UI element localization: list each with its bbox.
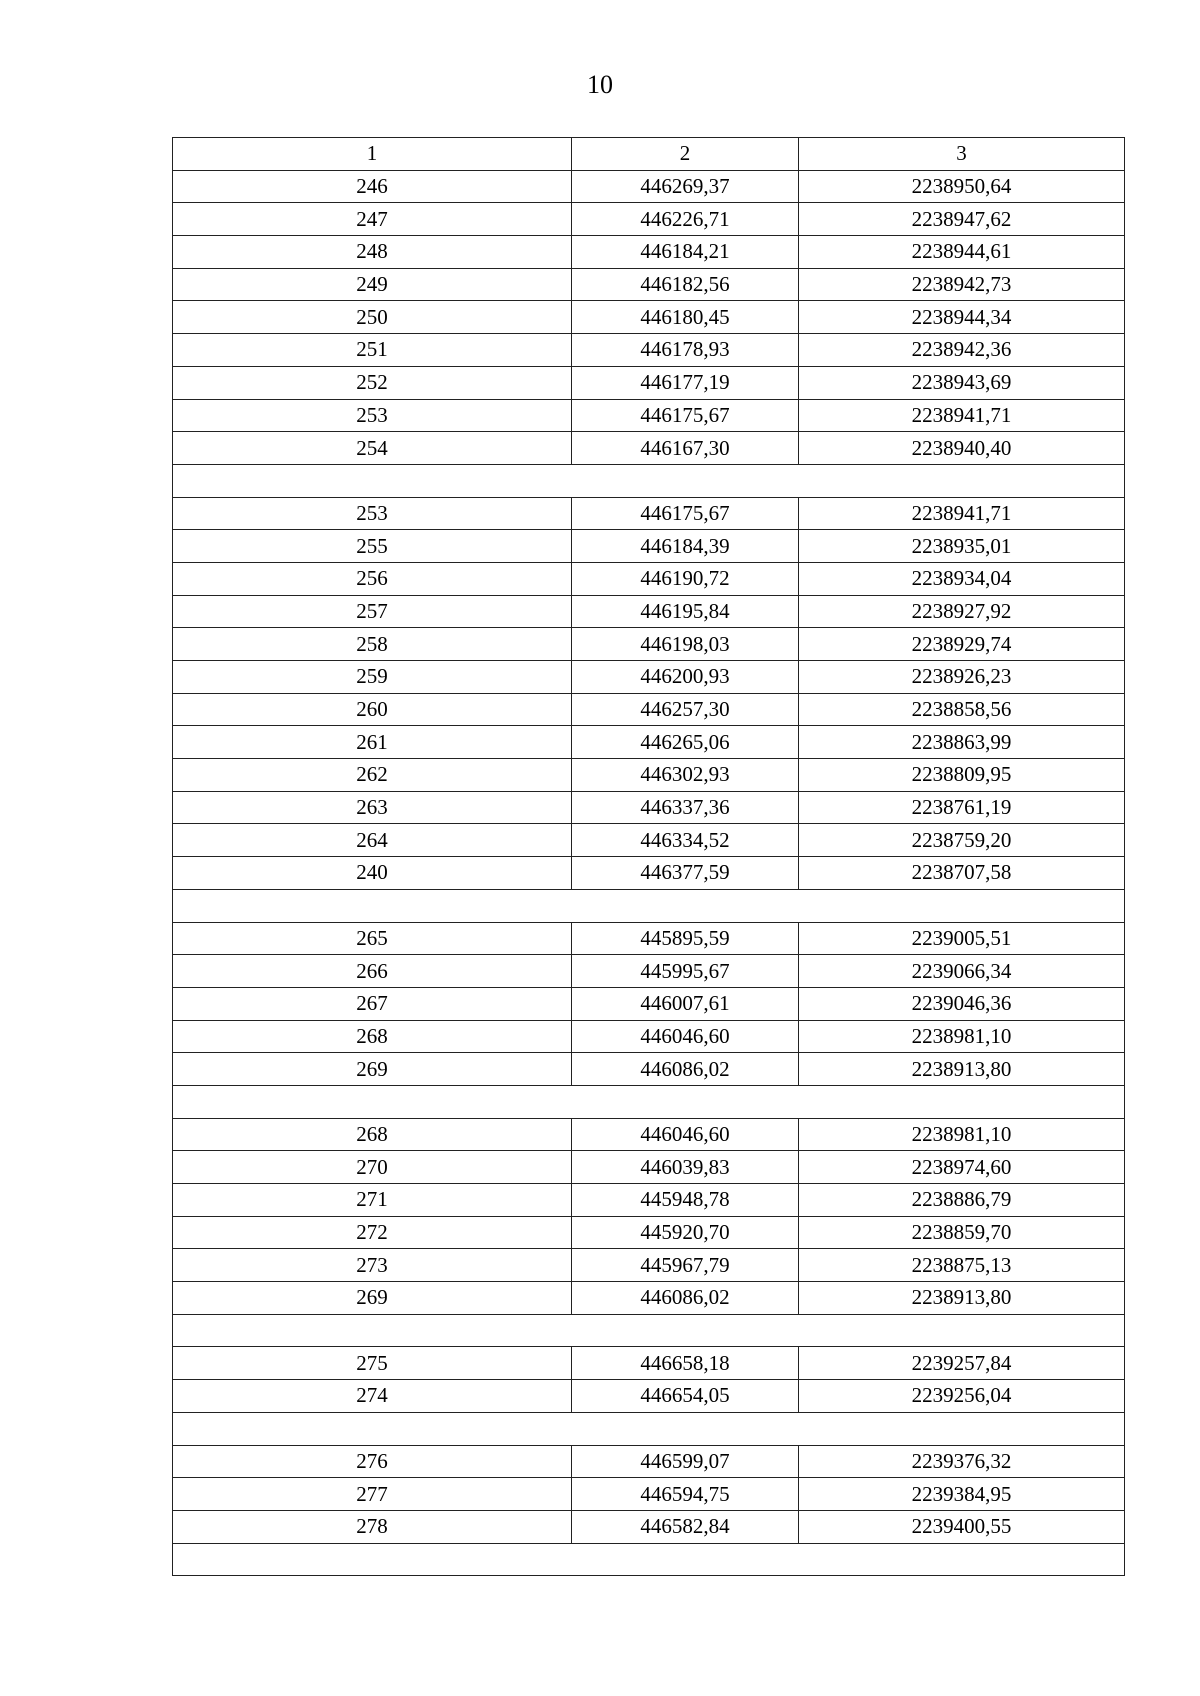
y-coordinate-cell: 2239376,32 — [799, 1445, 1125, 1478]
x-coordinate-cell: 446377,59 — [572, 857, 799, 890]
point-number-cell: 274 — [173, 1380, 572, 1413]
table-row — [173, 595, 1125, 628]
y-coordinate-cell: 2238950,64 — [799, 170, 1125, 203]
y-coordinate-cell: 2238981,10 — [799, 1118, 1125, 1151]
x-coordinate-cell: 446337,36 — [572, 791, 799, 824]
point-number-cell: 258 — [173, 628, 572, 661]
table-row — [173, 1249, 1125, 1282]
column-header-x: 2 — [572, 138, 799, 171]
separator-row — [173, 464, 1125, 497]
table-row — [173, 1216, 1125, 1249]
x-coordinate-cell: 445967,79 — [572, 1249, 799, 1282]
point-number-cell: 271 — [173, 1184, 572, 1217]
x-coordinate-cell: 446086,02 — [572, 1053, 799, 1086]
y-coordinate-cell: 2238935,01 — [799, 530, 1125, 563]
x-coordinate-cell: 446007,61 — [572, 987, 799, 1020]
y-coordinate-cell: 2238707,58 — [799, 857, 1125, 890]
point-number-cell: 273 — [173, 1249, 572, 1282]
table-row — [173, 824, 1125, 857]
table-row — [173, 497, 1125, 530]
y-coordinate-cell: 2238809,95 — [799, 759, 1125, 792]
x-coordinate-cell: 446200,93 — [572, 661, 799, 694]
point-number-cell: 269 — [173, 1282, 572, 1315]
table-row — [173, 1380, 1125, 1413]
x-coordinate-cell: 445995,67 — [572, 955, 799, 988]
table-row — [173, 399, 1125, 432]
point-number-cell: 259 — [173, 661, 572, 694]
table-header-row — [173, 138, 1125, 171]
x-coordinate-cell: 446175,67 — [572, 497, 799, 530]
point-number-cell: 255 — [173, 530, 572, 563]
point-number-cell: 260 — [173, 693, 572, 726]
y-coordinate-cell: 2239257,84 — [799, 1347, 1125, 1380]
y-coordinate-cell: 2238913,80 — [799, 1282, 1125, 1315]
table-row — [173, 530, 1125, 563]
y-coordinate-cell: 2238981,10 — [799, 1020, 1125, 1053]
table-row — [173, 726, 1125, 759]
x-coordinate-cell: 446184,21 — [572, 236, 799, 269]
x-coordinate-cell: 446334,52 — [572, 824, 799, 857]
table-row — [173, 268, 1125, 301]
x-coordinate-cell: 446599,07 — [572, 1445, 799, 1478]
y-coordinate-cell: 2238940,40 — [799, 432, 1125, 465]
point-number-cell: 262 — [173, 759, 572, 792]
table-row — [173, 661, 1125, 694]
table-row — [173, 170, 1125, 203]
y-coordinate-cell: 2238944,61 — [799, 236, 1125, 269]
point-number-cell: 272 — [173, 1216, 572, 1249]
x-coordinate-cell: 445948,78 — [572, 1184, 799, 1217]
table-row — [173, 301, 1125, 334]
x-coordinate-cell: 446190,72 — [572, 562, 799, 595]
separator-row — [173, 889, 1125, 922]
table-row — [173, 693, 1125, 726]
y-coordinate-cell: 2238913,80 — [799, 1053, 1125, 1086]
x-coordinate-cell: 446195,84 — [572, 595, 799, 628]
y-coordinate-cell: 2238927,92 — [799, 595, 1125, 628]
y-coordinate-cell: 2238875,13 — [799, 1249, 1125, 1282]
y-coordinate-cell: 2238934,04 — [799, 562, 1125, 595]
point-number-cell: 267 — [173, 987, 572, 1020]
y-coordinate-cell: 2238929,74 — [799, 628, 1125, 661]
point-number-cell: 249 — [173, 268, 572, 301]
point-number-cell: 266 — [173, 955, 572, 988]
point-number-cell: 261 — [173, 726, 572, 759]
x-coordinate-cell: 446269,37 — [572, 170, 799, 203]
y-coordinate-cell: 2238941,71 — [799, 497, 1125, 530]
table-row — [173, 955, 1125, 988]
y-coordinate-cell: 2238942,73 — [799, 268, 1125, 301]
point-number-cell: 250 — [173, 301, 572, 334]
point-number-cell: 269 — [173, 1053, 572, 1086]
point-number-cell: 257 — [173, 595, 572, 628]
separator-row — [173, 1412, 1125, 1445]
table-row — [173, 1118, 1125, 1151]
point-number-cell: 265 — [173, 922, 572, 955]
point-number-cell: 278 — [173, 1510, 572, 1543]
y-coordinate-cell: 2239066,34 — [799, 955, 1125, 988]
separator-cell — [173, 889, 1125, 922]
point-number-cell: 268 — [173, 1118, 572, 1151]
table-row — [173, 203, 1125, 236]
x-coordinate-cell: 446182,56 — [572, 268, 799, 301]
point-number-cell: 252 — [173, 366, 572, 399]
column-header-y: 3 — [799, 138, 1125, 171]
table-row — [173, 1478, 1125, 1511]
table-row — [173, 432, 1125, 465]
separator-cell — [173, 464, 1125, 497]
point-number-cell: 277 — [173, 1478, 572, 1511]
point-number-cell: 254 — [173, 432, 572, 465]
separator-row — [173, 1314, 1125, 1347]
y-coordinate-cell: 2238886,79 — [799, 1184, 1125, 1217]
point-number-cell: 247 — [173, 203, 572, 236]
y-coordinate-cell: 2239005,51 — [799, 922, 1125, 955]
table-row — [173, 1053, 1125, 1086]
table-row — [173, 1184, 1125, 1217]
x-coordinate-cell: 446184,39 — [572, 530, 799, 563]
x-coordinate-cell: 446654,05 — [572, 1380, 799, 1413]
point-number-cell: 268 — [173, 1020, 572, 1053]
separator-cell — [173, 1085, 1125, 1118]
table-row — [173, 628, 1125, 661]
point-number-cell: 251 — [173, 334, 572, 367]
point-number-cell: 264 — [173, 824, 572, 857]
table-row — [173, 1151, 1125, 1184]
separator-row — [173, 1085, 1125, 1118]
x-coordinate-cell: 446046,60 — [572, 1020, 799, 1053]
x-coordinate-cell: 446039,83 — [572, 1151, 799, 1184]
table-row — [173, 1510, 1125, 1543]
y-coordinate-cell: 2238858,56 — [799, 693, 1125, 726]
table-row — [173, 857, 1125, 890]
point-number-cell: 253 — [173, 497, 572, 530]
y-coordinate-cell: 2238942,36 — [799, 334, 1125, 367]
y-coordinate-cell: 2239400,55 — [799, 1510, 1125, 1543]
x-coordinate-cell: 446226,71 — [572, 203, 799, 236]
table-row — [173, 366, 1125, 399]
page-number: 10 — [587, 70, 613, 99]
table-row — [173, 1347, 1125, 1380]
column-header-point: 1 — [173, 138, 572, 171]
coordinates-table — [172, 137, 1125, 1576]
y-coordinate-cell: 2238926,23 — [799, 661, 1125, 694]
y-coordinate-cell: 2239256,04 — [799, 1380, 1125, 1413]
y-coordinate-cell: 2238944,34 — [799, 301, 1125, 334]
point-number-cell: 275 — [173, 1347, 572, 1380]
separator-row — [173, 1543, 1125, 1576]
point-number-cell: 246 — [173, 170, 572, 203]
table-row — [173, 791, 1125, 824]
y-coordinate-cell: 2239384,95 — [799, 1478, 1125, 1511]
y-coordinate-cell: 2238974,60 — [799, 1151, 1125, 1184]
table-row — [173, 334, 1125, 367]
x-coordinate-cell: 446594,75 — [572, 1478, 799, 1511]
x-coordinate-cell: 446046,60 — [572, 1118, 799, 1151]
x-coordinate-cell: 446265,06 — [572, 726, 799, 759]
table-body — [173, 138, 1125, 1576]
y-coordinate-cell: 2238761,19 — [799, 791, 1125, 824]
separator-cell — [173, 1412, 1125, 1445]
y-coordinate-cell: 2238947,62 — [799, 203, 1125, 236]
x-coordinate-cell: 446086,02 — [572, 1282, 799, 1315]
y-coordinate-cell: 2238759,20 — [799, 824, 1125, 857]
x-coordinate-cell: 446178,93 — [572, 334, 799, 367]
table-row — [173, 759, 1125, 792]
point-number-cell: 256 — [173, 562, 572, 595]
x-coordinate-cell: 446177,19 — [572, 366, 799, 399]
y-coordinate-cell: 2238941,71 — [799, 399, 1125, 432]
x-coordinate-cell: 445920,70 — [572, 1216, 799, 1249]
point-number-cell: 263 — [173, 791, 572, 824]
x-coordinate-cell: 446198,03 — [572, 628, 799, 661]
x-coordinate-cell: 446302,93 — [572, 759, 799, 792]
y-coordinate-cell: 2238863,99 — [799, 726, 1125, 759]
y-coordinate-cell: 2238943,69 — [799, 366, 1125, 399]
x-coordinate-cell: 445895,59 — [572, 922, 799, 955]
table-row — [173, 1282, 1125, 1315]
y-coordinate-cell: 2238859,70 — [799, 1216, 1125, 1249]
table-row — [173, 1020, 1125, 1053]
table-row — [173, 236, 1125, 269]
table-row — [173, 987, 1125, 1020]
y-coordinate-cell: 2239046,36 — [799, 987, 1125, 1020]
x-coordinate-cell: 446180,45 — [572, 301, 799, 334]
table-row — [173, 1445, 1125, 1478]
point-number-cell: 276 — [173, 1445, 572, 1478]
x-coordinate-cell: 446582,84 — [572, 1510, 799, 1543]
table-row — [173, 922, 1125, 955]
x-coordinate-cell: 446257,30 — [572, 693, 799, 726]
point-number-cell: 253 — [173, 399, 572, 432]
point-number-cell: 240 — [173, 857, 572, 890]
separator-cell — [173, 1543, 1125, 1576]
separator-cell — [173, 1314, 1125, 1347]
table-row — [173, 562, 1125, 595]
x-coordinate-cell: 446167,30 — [572, 432, 799, 465]
x-coordinate-cell: 446175,67 — [572, 399, 799, 432]
point-number-cell: 248 — [173, 236, 572, 269]
x-coordinate-cell: 446658,18 — [572, 1347, 799, 1380]
point-number-cell: 270 — [173, 1151, 572, 1184]
